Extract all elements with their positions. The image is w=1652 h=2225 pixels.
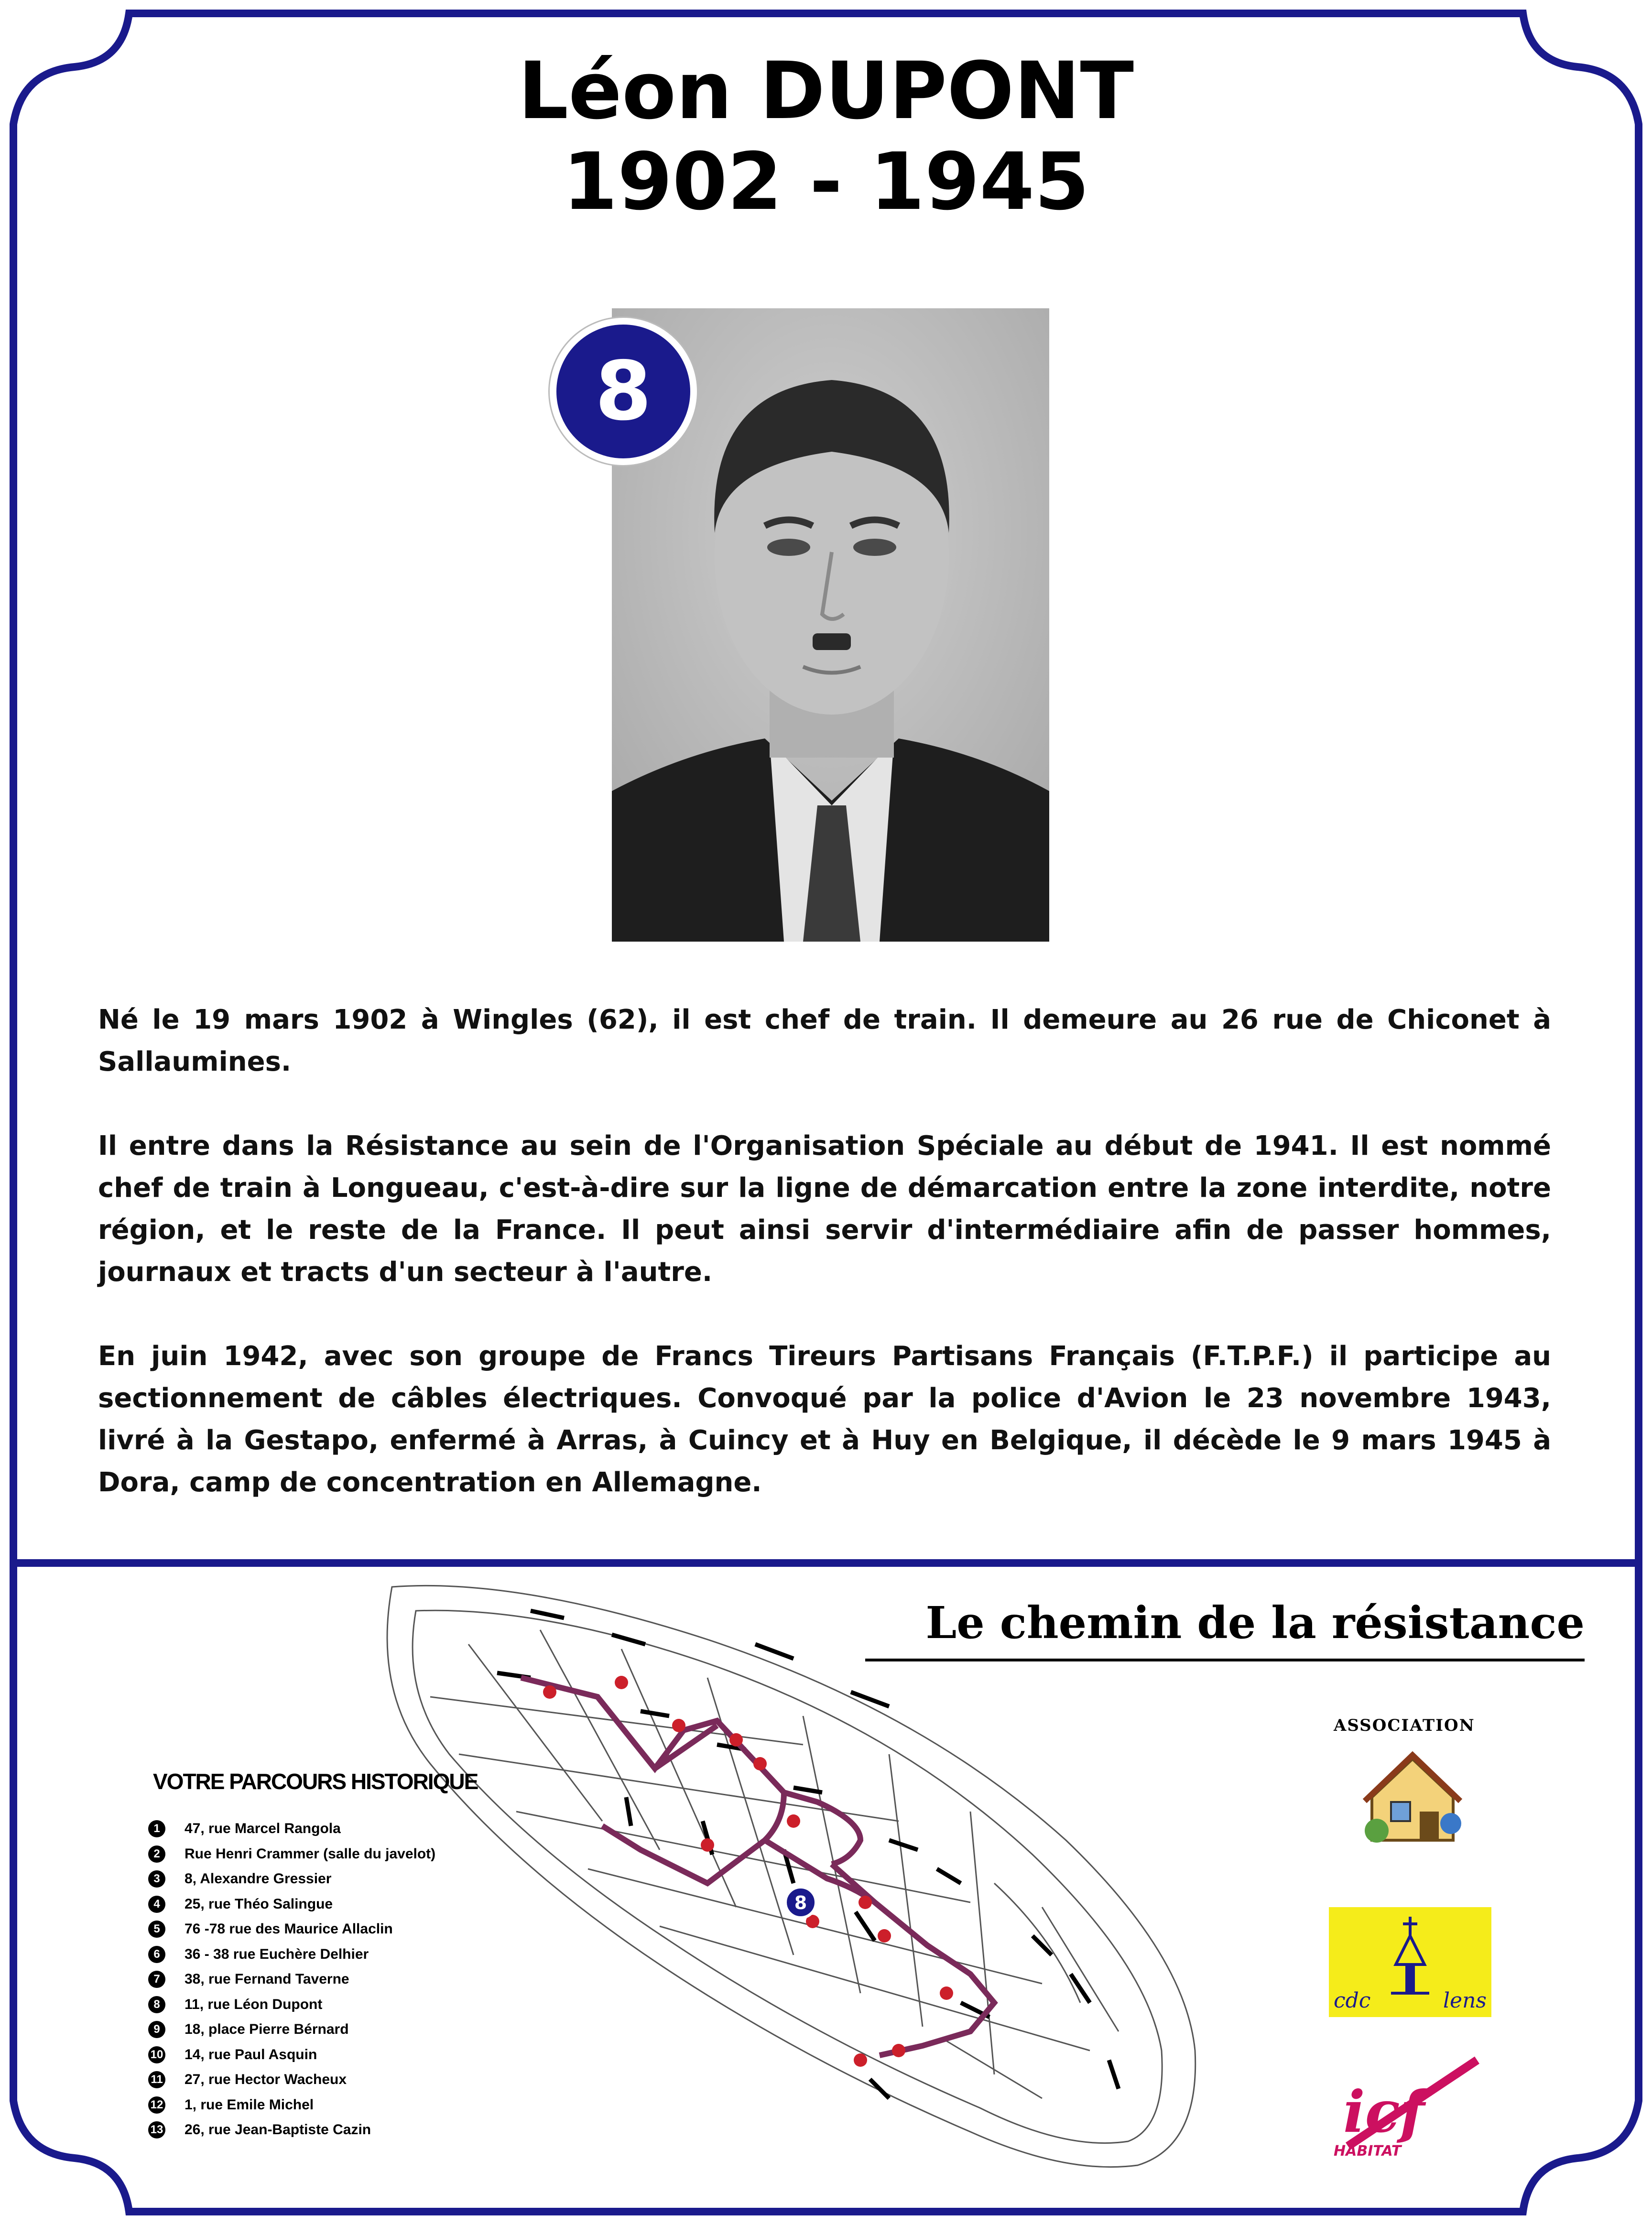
icf-label: icf bbox=[1343, 2078, 1425, 2146]
stop-address: 38, rue Fernand Taverne bbox=[185, 1971, 349, 1987]
cdc-lens-text bbox=[1334, 1988, 1487, 2013]
route-title: Le chemin de la résistance bbox=[865, 1592, 1585, 1661]
stop-number: 5 bbox=[148, 1921, 165, 1938]
list-item bbox=[148, 1992, 435, 2018]
list-item bbox=[148, 2093, 435, 2118]
stop-number: 1 bbox=[148, 1820, 165, 1837]
list-item bbox=[148, 1967, 435, 1992]
stop-number: 13 bbox=[148, 2121, 165, 2138]
bio-paragraph: En juin 1942, avec son groupe de Francs Tireurs Partisans Français (F.T.P.F.) il participe au sectionnement de câbles électriques. Convoqué par la police d'Avion le 23 novembre 1943, livré à la Gestapo, enfermé à Arras, à Cuincy et à Huy en Belgique, il décède le 9 mars 1945 à Dora, camp de concentration en Allemagne. bbox=[98, 1341, 1551, 1498]
stop-number: 9 bbox=[148, 2021, 165, 2038]
stop-number: 2 bbox=[148, 1845, 165, 1863]
bio-paragraph: Il entre dans la Résistance au sein de l'Organisation Spéciale au début de 1941. Il est nommé chef de train à Longueau, c'est-à-dire sur la ligne de démarcation entre la zone interdite, notre région, et le reste de la France. Il peut ainsi servir d'intermédiaire afin de passer hommes, journaux et tracts d'un secteur à l'autre. bbox=[98, 1130, 1551, 1288]
stop-address: 36 - 38 rue Euchère Delhier bbox=[185, 1946, 369, 1962]
lens-label: lens bbox=[1443, 1988, 1487, 2013]
stop-address: Rue Henri Crammer (salle du javelot) bbox=[185, 1845, 436, 1862]
stop-address: 1, rue Emile Michel bbox=[185, 2096, 314, 2113]
list-item bbox=[148, 1892, 435, 1917]
stop-address: 25, rue Théo Salingue bbox=[185, 1896, 333, 1912]
association-label: ASSOCIATION bbox=[1334, 1716, 1475, 1735]
bio-paragraph: Né le 19 mars 1902 à Wingles (62), il est chef de train. Il demeure au 26 rue de Chiconet à Sallaumines. bbox=[98, 1004, 1551, 1077]
stop-address: 11, rue Léon Dupont bbox=[185, 1996, 323, 2012]
route-map bbox=[373, 1573, 1224, 2199]
stop-number: 4 bbox=[148, 1896, 165, 1913]
list-item bbox=[148, 2117, 435, 2143]
association-house-logo bbox=[1358, 1745, 1467, 1855]
parcours-list bbox=[148, 1816, 435, 2143]
icf-habitat-logo bbox=[1319, 2051, 1496, 2160]
stop-address: 47, rue Marcel Rangola bbox=[185, 1821, 341, 1836]
list-item bbox=[148, 2042, 435, 2068]
stop-address: 27, rue Hector Wacheux bbox=[185, 2072, 347, 2087]
stop-number: 12 bbox=[148, 2096, 165, 2114]
stop-address: 8, Alexandre Gressier bbox=[185, 1871, 332, 1887]
stop-address: 18, place Pierre Bérnard bbox=[185, 2021, 349, 2037]
stop-address: 26, rue Jean-Baptiste Cazin bbox=[185, 2122, 371, 2138]
habitat-label: HABITAT bbox=[1334, 2143, 1402, 2160]
stop-number: 10 bbox=[148, 2046, 165, 2063]
list-item bbox=[148, 1867, 435, 1892]
stop-number: 8 bbox=[148, 1996, 165, 2013]
cdc-label: cdc bbox=[1334, 1988, 1371, 2013]
page-title: Léon DUPONT bbox=[518, 45, 1134, 137]
list-item bbox=[148, 2067, 435, 2093]
stop-number: 6 bbox=[148, 1946, 165, 1963]
list-item bbox=[148, 1842, 435, 1867]
list-item bbox=[148, 1917, 435, 1942]
biography-text bbox=[98, 999, 1551, 1546]
stop-address: 76 -78 rue des Maurice Allaclin bbox=[185, 1921, 393, 1937]
list-item bbox=[148, 1942, 435, 1967]
map-current-marker: 8 bbox=[794, 1892, 807, 1913]
stop-number: 3 bbox=[148, 1870, 165, 1888]
list-item bbox=[148, 2017, 435, 2042]
stop-number: 11 bbox=[148, 2071, 165, 2088]
parcours-heading: VOTRE PARCOURS HISTORIQUE bbox=[153, 1769, 478, 1794]
list-item bbox=[148, 1816, 435, 1842]
location-number-badge: 8 bbox=[550, 318, 697, 465]
stop-number: 7 bbox=[148, 1971, 165, 1988]
life-years: 1902 - 1945 bbox=[563, 136, 1089, 228]
stop-address: 14, rue Paul Asquin bbox=[185, 2046, 317, 2062]
